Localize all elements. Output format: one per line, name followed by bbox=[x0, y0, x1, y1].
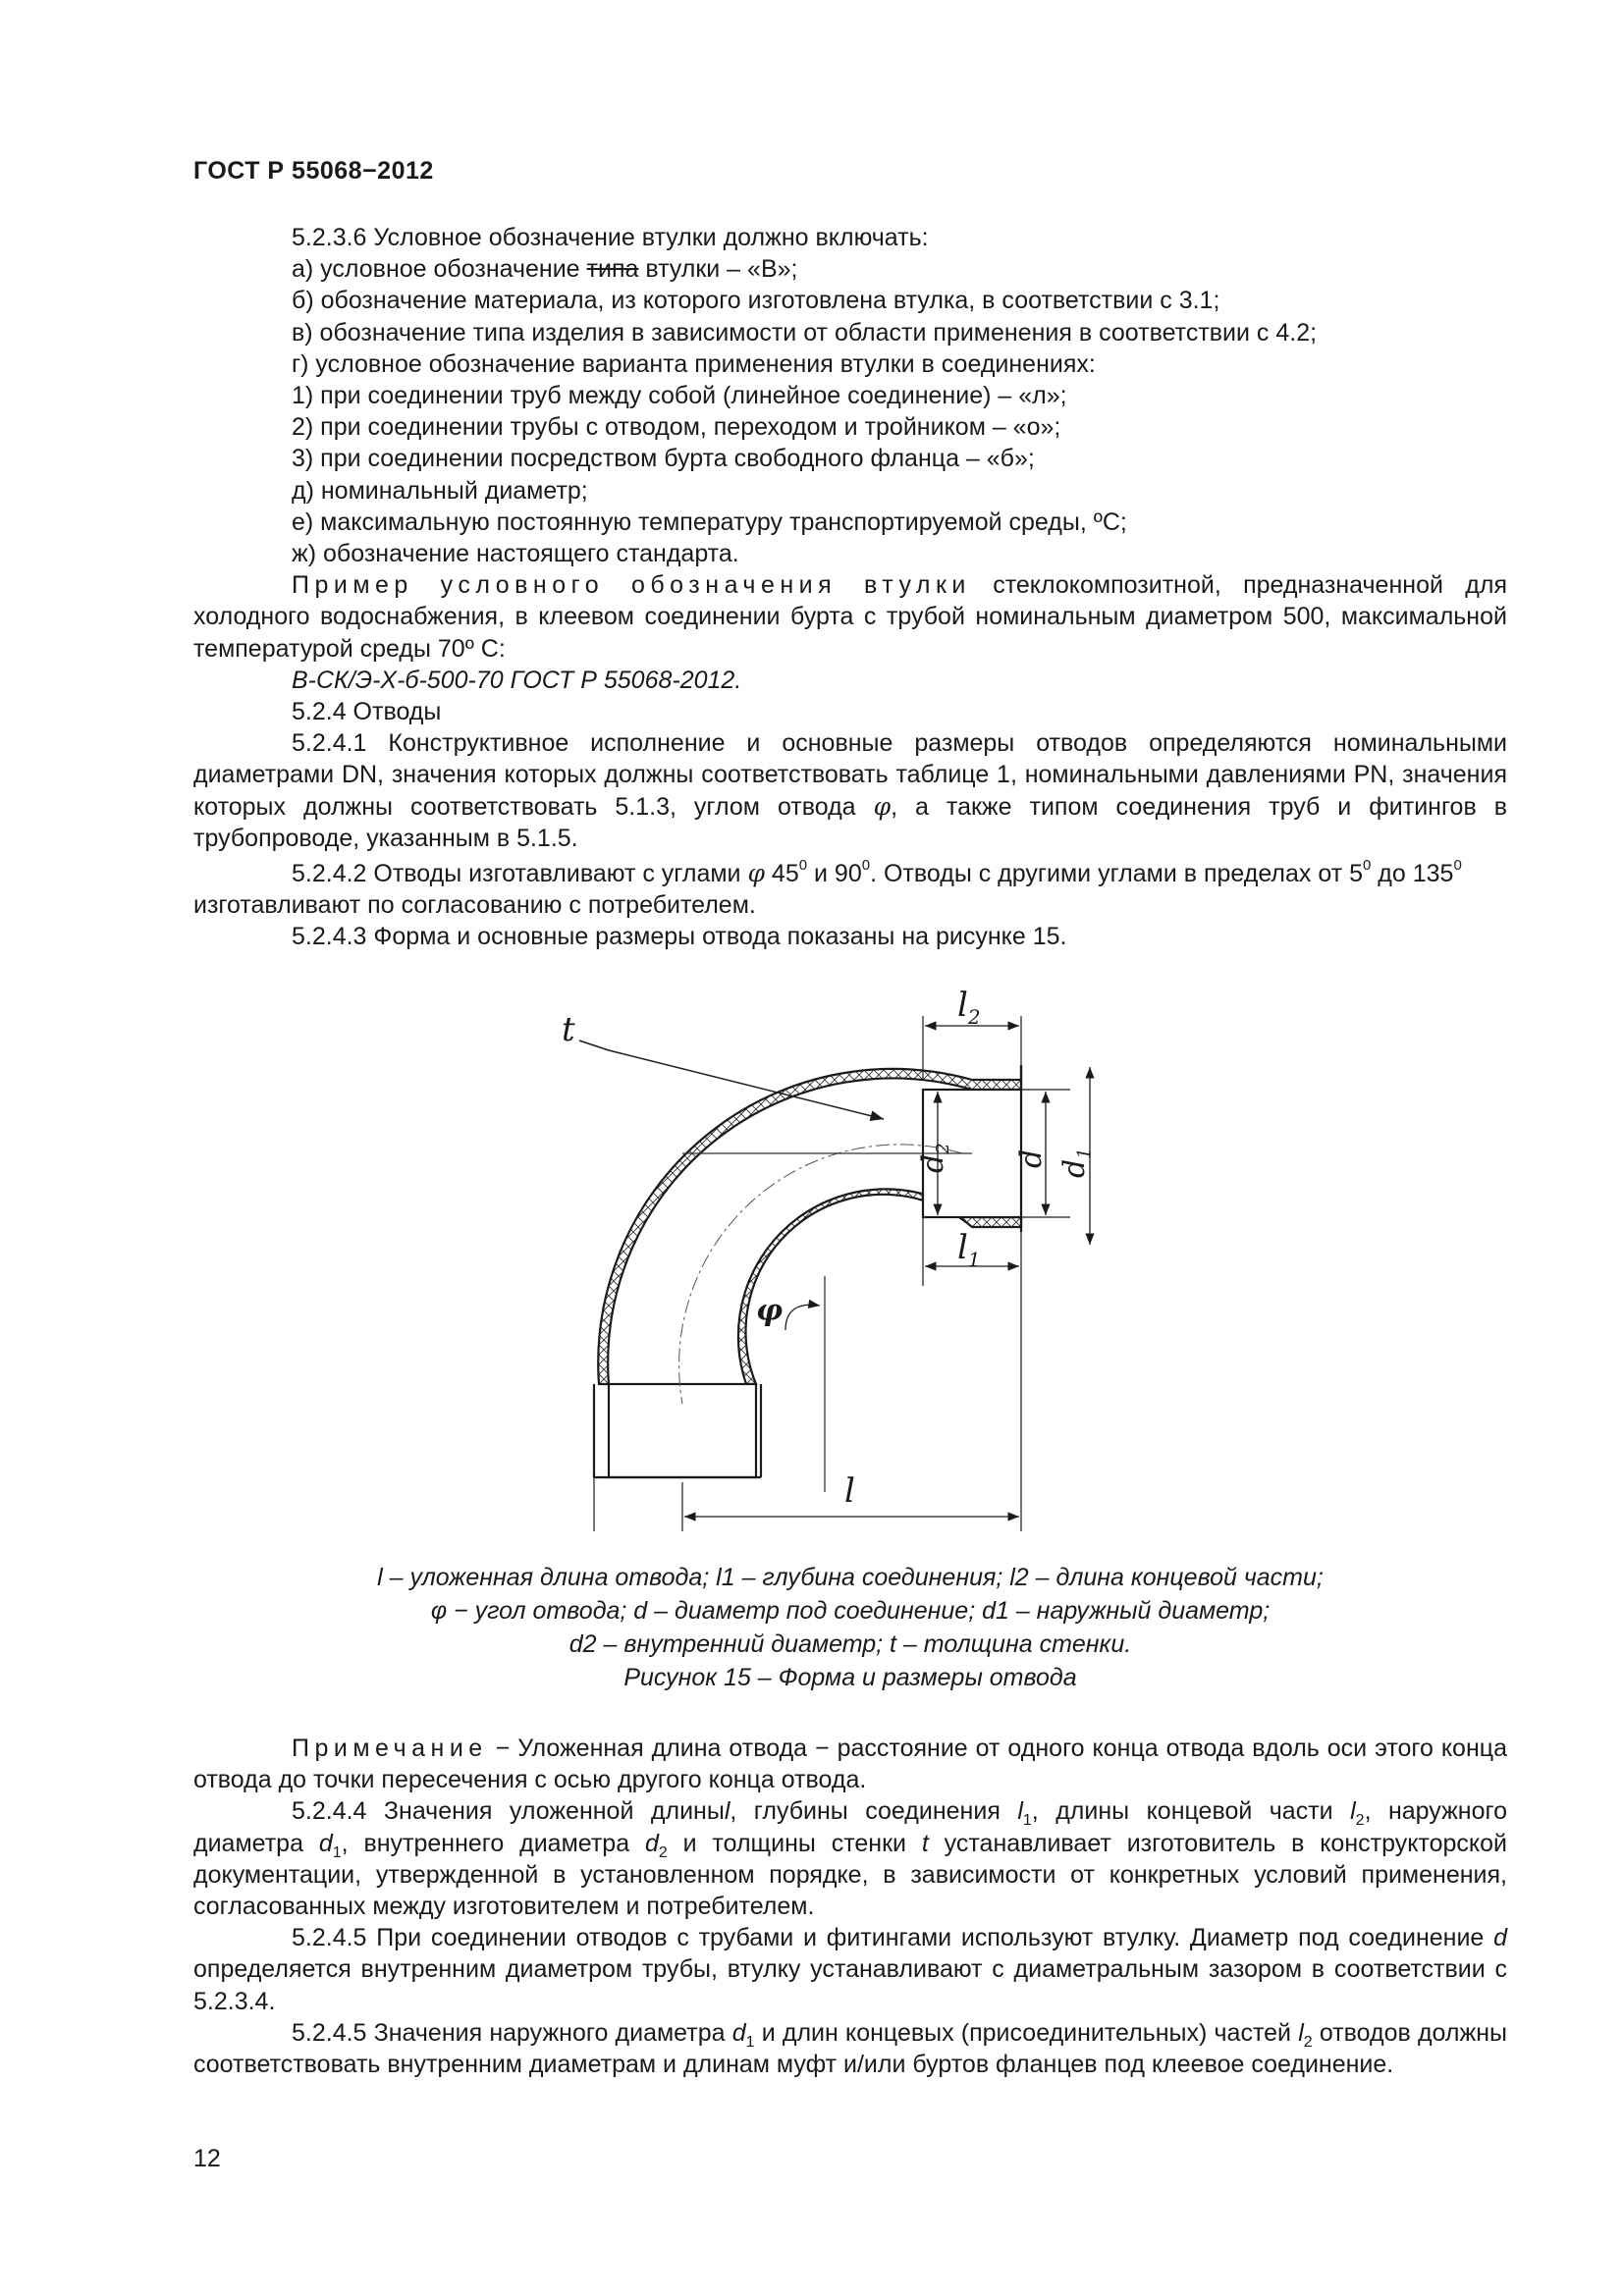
item-d: д) номинальный диаметр; bbox=[292, 476, 588, 505]
item-g3: 3) при соединении посредством бурта свободного фланца – «б»; bbox=[292, 445, 1035, 473]
figure-caption bbox=[193, 1561, 1507, 1694]
item-v: в) обозначение типа изделия в зависимости от области применения в соответствии с 4.2; bbox=[292, 318, 1318, 347]
label-d: d bbox=[1014, 1148, 1049, 1168]
label-d2: $d_2$ bbox=[916, 1143, 953, 1173]
d1-dimension bbox=[1057, 1065, 1109, 1271]
item-zh: ж) обозначение настоящего стандарта. bbox=[292, 540, 739, 568]
para-5-2-4-3: 5.2.4.3 Форма и основные размеры отвода показаны на рисунке 15. bbox=[292, 923, 1067, 951]
label-phi: φ bbox=[756, 1294, 784, 1328]
label-l2: $l_2$ bbox=[957, 986, 981, 1029]
inner-wall bbox=[738, 1189, 1021, 1384]
example-code: В-СК/Э-Х-б-500-70 ГОСТ Р 55068-2012. bbox=[292, 666, 742, 694]
page-number: 12 bbox=[193, 2145, 221, 2172]
caption-line-2: φ − угол отвода; d – диаметр под соединение; d1 – наружный диаметр; bbox=[430, 1597, 1271, 1625]
caption-title: Рисунок 15 – Форма и размеры отвода bbox=[623, 1664, 1077, 1691]
item-b: б) обозначение материала, из которого изготовлена втулка, в соответствии с 3.1; bbox=[292, 287, 1220, 315]
para-5-2-4-5-second: 5.2.4.5 Значения наружного диаметра $d_1$ и длин концевых (присоединительных) частей $l_2$ отводов должны соответствовать внутренним диаметрам и длинам муфт и/или буртов фланцев под клеевое соединение. bbox=[193, 2018, 1507, 2079]
label-t: t bbox=[562, 1010, 575, 1049]
figure-15-elbow-drawing bbox=[550, 982, 1060, 1551]
para-5-2-3-6: 5.2.3.6 Условное обозначение втулки должно включать: bbox=[292, 224, 929, 251]
section-note-and-5-2-4-4 bbox=[193, 1733, 1507, 2080]
note-paragraph: Примечание − Уложенная длина отвода − расстояние от одного конца отвода вдоль оси этого конца отвода до точки пересечения с осью другого конца отвода. bbox=[193, 1735, 1507, 1794]
bottom-socket bbox=[609, 1384, 756, 1477]
label-d1: $d_1$ bbox=[1057, 1148, 1095, 1178]
item-g2: 2) при соединении трубы с отводом, переходом и тройником – «о»; bbox=[292, 413, 1061, 442]
section-title-5-2-4: 5.2.4 Отводы bbox=[292, 698, 442, 726]
para-5-2-4-1: 5.2.4.1 Конструктивное исполнение и основные размеры отводов определяются номинальными диаметрами DN, значения которых должны соответствовать таблице 1, номинальными давлениями PN, значения которых должны соответствовать 5.1.3, углом отвода φ, а также типом соединения труб и фитингов в трубопроводе, указанным в 5.1.5. bbox=[193, 729, 1507, 852]
para-5-2-4-2: 5.2.4.2 Отводы изготавливают с углами φ $45^0$ и $90^0$. Отводы с другими углами в пределах от $5^0$ до $135^0$ изготавливают по согласованию с потребителем. bbox=[193, 856, 1462, 920]
label-l1: $l_1$ bbox=[957, 1228, 981, 1271]
caption-line-1: l – уложенная длина отвода; l1 – глубина соединения; l2 – длина концевой части; bbox=[377, 1564, 1324, 1591]
caption-line-3: d2 – внутренний диаметр; t – толщина стенки. bbox=[568, 1630, 1132, 1658]
elbow-svg bbox=[550, 982, 1060, 1551]
item-e: е) максимальную постоянную температуру транспортируемой среды, ºС; bbox=[292, 507, 1127, 536]
item-g: г) условное обозначение варианта применения втулки в соединениях: bbox=[292, 349, 1096, 378]
section-5-2-3-6 bbox=[193, 222, 1507, 953]
para-5-2-4-5: 5.2.4.5 При соединении отводов с трубами и фитингами используют втулку. Диаметр под соединение d определяется внутренним диаметром трубы, втулку устанавливают с диаметральным зазором в соответствии с 5.2.3.4. bbox=[193, 1924, 1507, 2015]
para-5-2-4-4: 5.2.4.4 Значения уложенной длиныl, глубины соединения $l_1$, длины концевой части $l_2$, наружного диаметра $d_1$, внутреннего диаметра $d_2$ и толщины стенки t устанавливает изготовитель в конструкторской документации, утвержденной в установленном порядке, в зависимости от конкретных условий применения, согласованных между изготовителем и потребителем. bbox=[193, 1797, 1507, 1921]
document-header: ГОСТ Р 55068−2012 bbox=[193, 157, 434, 185]
item-g1: 1) при соединении труб между собой (линейное соединение) – «л»; bbox=[292, 382, 1067, 410]
label-l: l bbox=[844, 1471, 855, 1511]
item-a: а) условное обозначение типа втулки – «В»; bbox=[292, 255, 798, 284]
example-paragraph: Пример условного обозначения втулки стеклокомпозитной, предназначенной для холодного водоснабжения, в клеевом соединении бурта с трубой номинальным диаметром 500, максимальной температурой среды 70º С: bbox=[193, 571, 1507, 663]
